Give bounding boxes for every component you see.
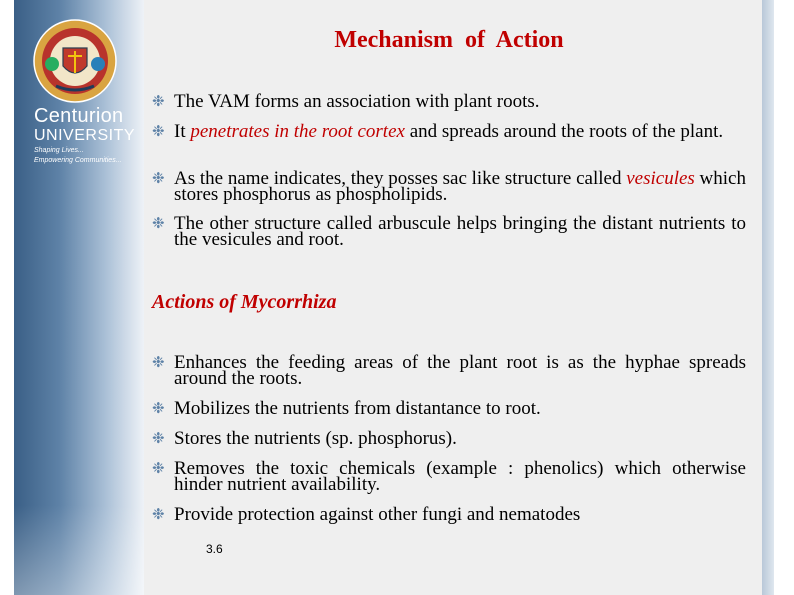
bullet-text: The VAM forms an association with plant roots. (174, 91, 540, 112)
bullet-swirl-icon: ❉ (152, 461, 165, 477)
slide-title: Mechanism of Action (334, 27, 564, 53)
slide-number: 3.6 (206, 542, 223, 556)
bullet-swirl-icon: ❉ (152, 216, 165, 232)
bullet-swirl-icon: ❉ (152, 355, 165, 371)
highlighted-term: vesicules (626, 168, 695, 189)
bullet-text: Stores the nutrients (sp. phosphorus). (174, 428, 457, 449)
bullet-text: and spreads around the roots of the plant. (404, 121, 724, 142)
action-bullet-3 (152, 428, 746, 449)
bullet-swirl-icon: ❉ (152, 431, 165, 447)
bullet-text: Provide protection against other fungi and nematodes (174, 504, 581, 525)
bullet-text: Mobilizes the nutrients from distantance to root. (174, 398, 541, 419)
bullet-text: Removes the toxic chemicals (example : phenolics) which otherwise hinder nutrient availability. (174, 458, 746, 495)
mechanism-bullet-1 (152, 91, 746, 112)
brand-name: Centurion (34, 105, 124, 127)
bullet-swirl-icon: ❉ (152, 94, 165, 110)
bullet-swirl-icon: ❉ (152, 124, 165, 140)
university-crest-icon (26, 18, 124, 104)
action-bullet-1 (152, 352, 746, 389)
right-edge-strip (762, 0, 774, 595)
action-bullet-5 (152, 504, 746, 525)
actions-heading: Actions of Mycorrhiza (152, 291, 337, 313)
mechanism-bullet-3 (152, 168, 746, 205)
tagline-1: Shaping Lives... (34, 147, 84, 154)
action-bullet-4 (152, 458, 746, 495)
bullet-text: Enhances the feeding areas of the plant root is as the hyphae spreads around the roots. (174, 352, 746, 389)
brand-university: UNIVERSITY (34, 127, 136, 144)
bullet-swirl-icon: ❉ (152, 401, 165, 417)
bullet-swirl-icon: ❉ (152, 507, 165, 523)
tagline-2: Empowering Communities... (34, 157, 122, 164)
action-bullet-2 (152, 398, 746, 419)
mechanism-bullet-4 (152, 213, 746, 250)
bullet-text: The other structure called arbuscule helps bringing the distant nutrients to the vesicules and root. (174, 213, 746, 250)
bullet-swirl-icon: ❉ (152, 171, 165, 187)
highlighted-phrase: penetrates in the root cortex (190, 121, 405, 142)
bullet-text: It (174, 121, 191, 142)
mechanism-bullet-2 (152, 121, 746, 142)
bullet-text: As the name indicates, they posses sac like structure called (174, 168, 627, 189)
bullet-text: which stores phosphorus as phospholipids. (174, 168, 746, 205)
